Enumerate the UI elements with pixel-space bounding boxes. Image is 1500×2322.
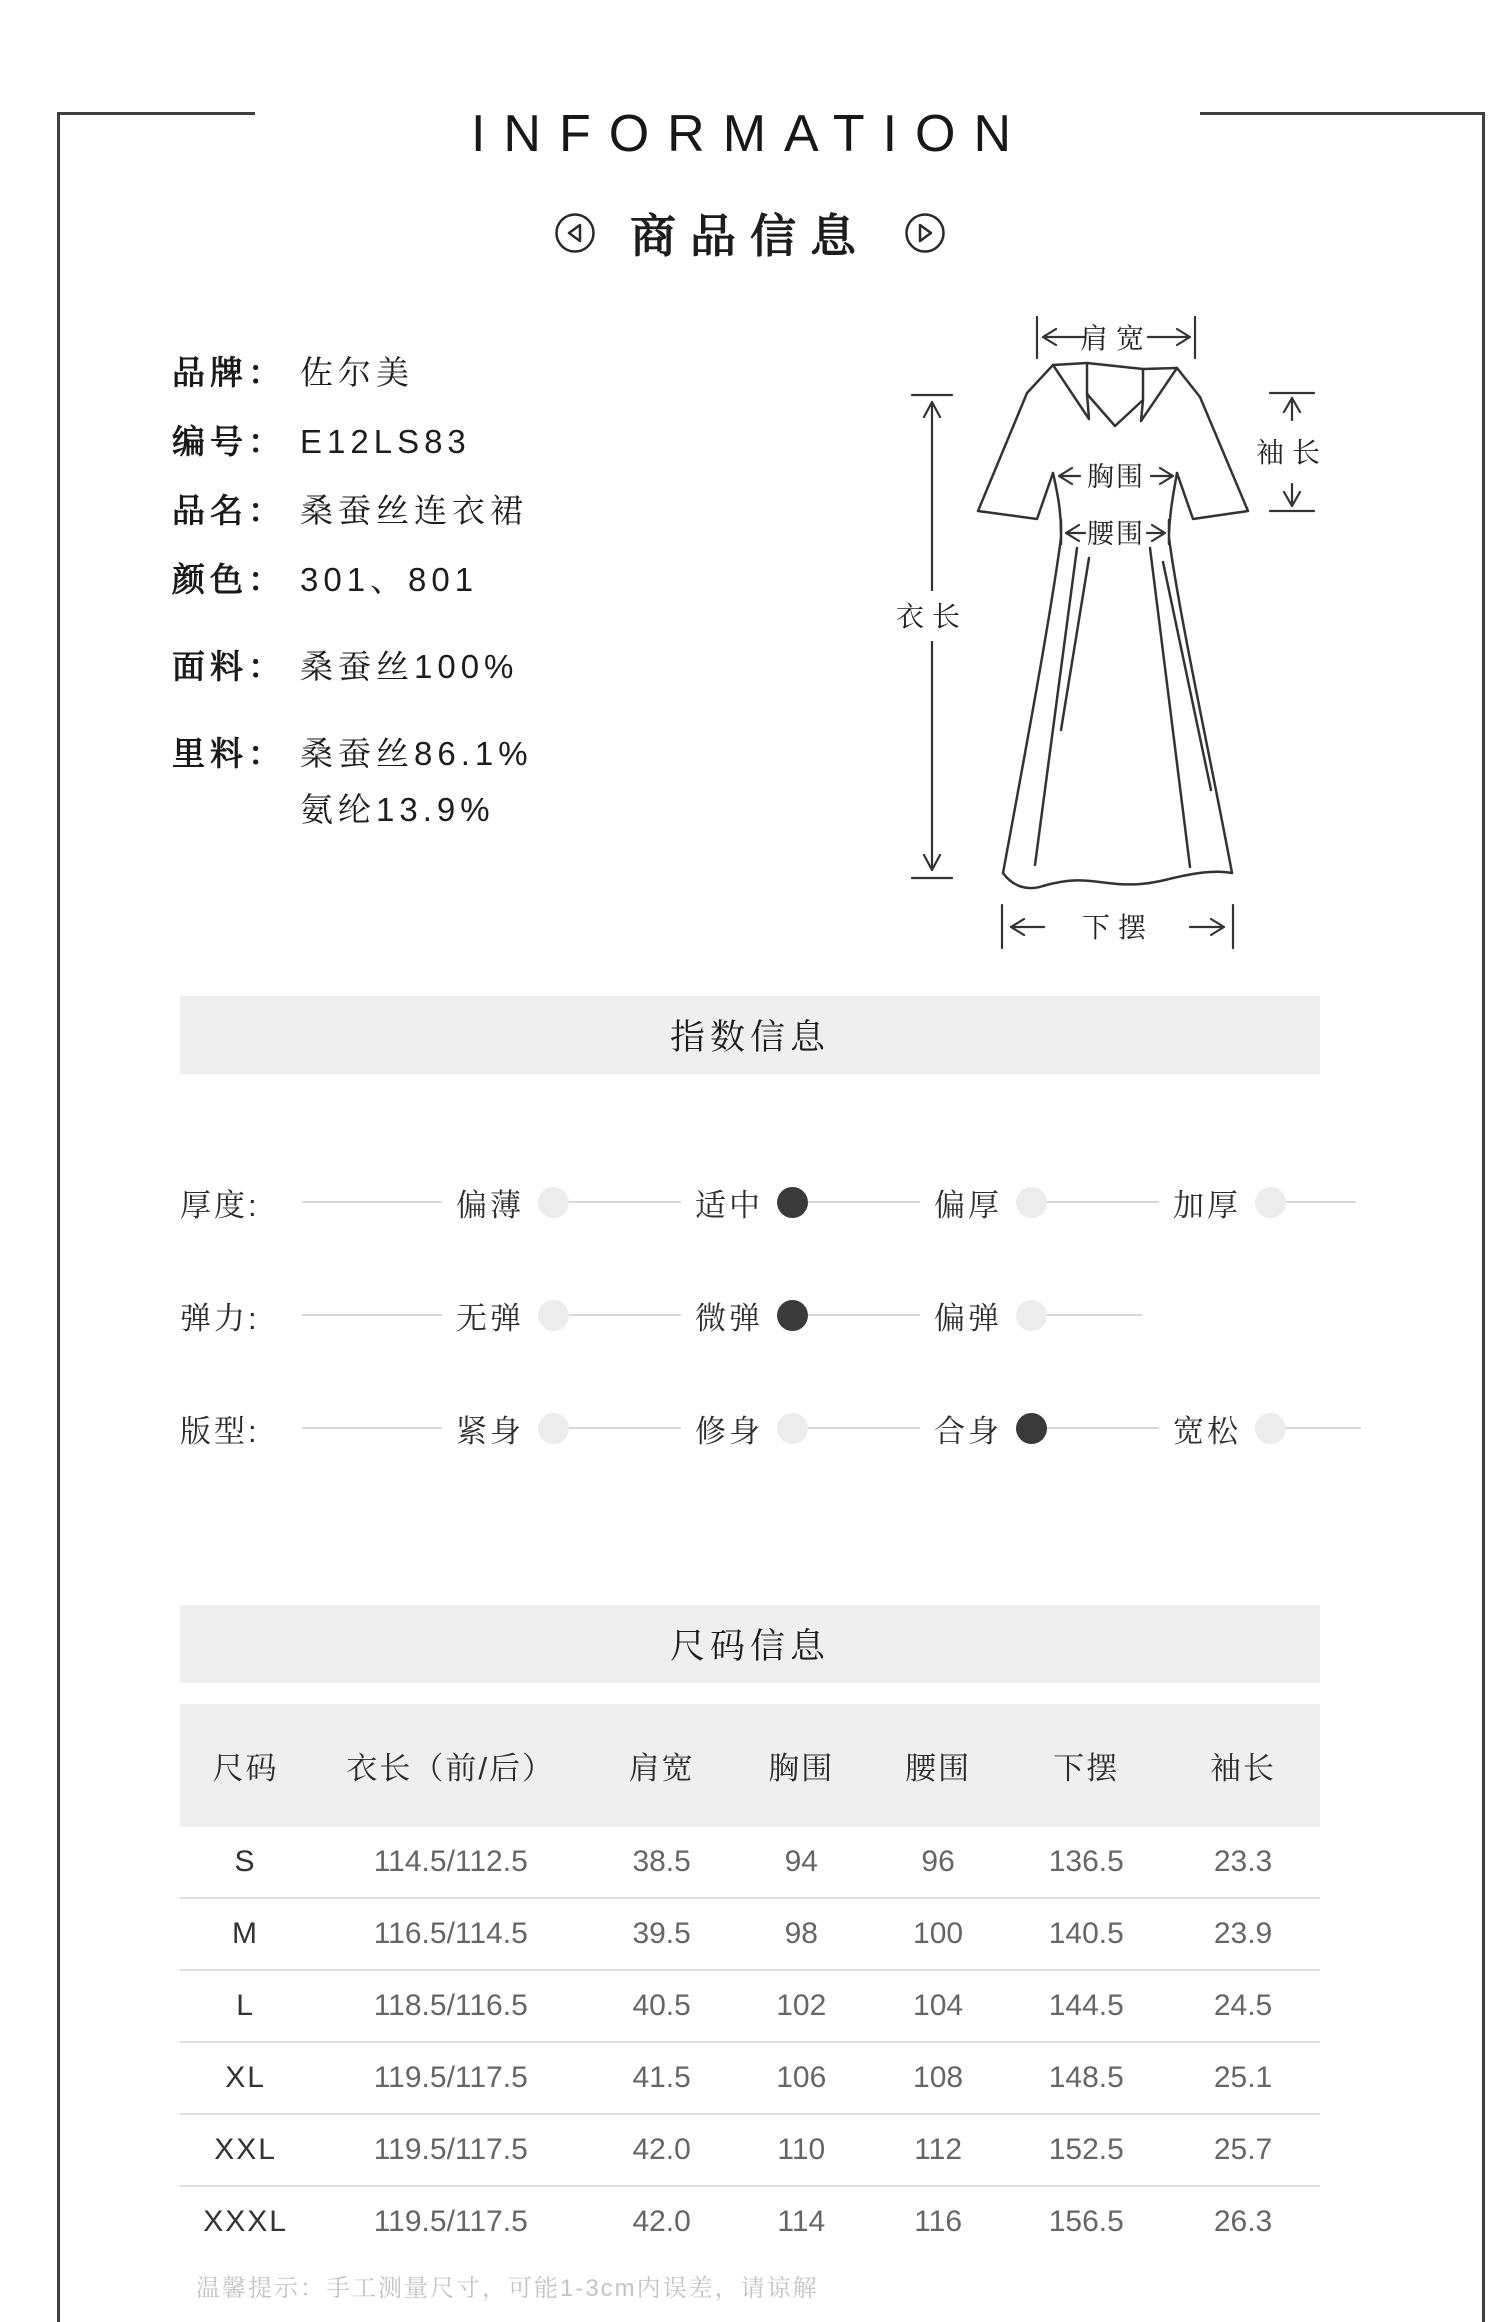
field-value: 桑蚕丝连衣裙 xyxy=(300,492,528,529)
option-dot-unselected xyxy=(1016,1300,1047,1331)
scale-line xyxy=(808,1427,920,1429)
option-dot-unselected xyxy=(1016,1187,1047,1218)
index-option: 偏厚 xyxy=(920,1180,1047,1225)
option-dot-selected xyxy=(777,1187,808,1218)
scale-line xyxy=(808,1201,920,1203)
scale-line xyxy=(569,1314,681,1316)
index-option: 宽松 xyxy=(1159,1406,1286,1451)
index-option: 偏薄 xyxy=(442,1180,569,1225)
field-product-name xyxy=(172,490,732,532)
col-header-bust: 胸围 xyxy=(768,1751,835,1786)
index-row-thickness xyxy=(180,1167,1320,1237)
field-label: 面料： xyxy=(172,648,286,685)
field-value: 桑蚕丝100% xyxy=(300,648,519,685)
page-subtitle xyxy=(0,200,1500,266)
diagram-label-sleeve: 袖长 xyxy=(1255,437,1329,468)
field-label: 品名： xyxy=(172,492,286,529)
index-option: 偏弹 xyxy=(920,1293,1047,1338)
table-row-s: S 114.5/112.5 38.5 94 96 136.5 23.3 xyxy=(180,1827,1320,1899)
scale-line xyxy=(1286,1427,1361,1429)
scale-line xyxy=(302,1314,442,1316)
scale-line xyxy=(302,1201,442,1203)
index-option: 适中 xyxy=(681,1180,808,1225)
option-dot-selected xyxy=(777,1300,808,1331)
option-dot-unselected xyxy=(538,1413,569,1444)
prev-arrow-icon xyxy=(554,212,596,254)
lining-line1: 桑蚕丝86.1% xyxy=(300,735,533,772)
index-row-fit xyxy=(180,1393,1320,1463)
size-table xyxy=(180,1704,1320,2257)
diagram-label-bust: 胸围 xyxy=(1087,462,1145,492)
scale-line xyxy=(569,1427,681,1429)
index-row-label: 厚度: xyxy=(180,1187,260,1223)
table-row-xl: XL 119.5/117.5 41.5 106 108 148.5 25.1 xyxy=(180,2043,1320,2115)
dress-measurement-diagram xyxy=(880,290,1350,950)
option-dot-unselected xyxy=(538,1300,569,1331)
field-color xyxy=(172,559,732,601)
diagram-label-hem: 下摆 xyxy=(1081,912,1155,943)
table-row-xxxl: XXXL 119.5/117.5 42.0 114 116 156.5 26.3 xyxy=(203,2205,1273,2238)
field-label: 颜色： xyxy=(172,561,286,598)
index-option: 紧身 xyxy=(442,1406,569,1451)
product-details xyxy=(172,352,732,858)
col-header-size: 尺码 xyxy=(212,1751,279,1786)
index-row-label: 弹力: xyxy=(180,1300,260,1336)
subtitle-text: 商品信息 xyxy=(630,209,870,263)
option-dot-unselected xyxy=(1255,1187,1286,1218)
scale-line xyxy=(302,1427,442,1429)
table-row-xxl: XXL 119.5/117.5 42.0 110 112 152.5 25.7 xyxy=(180,2115,1320,2187)
field-item-number xyxy=(172,421,732,463)
col-header-length: 衣长（前/后） xyxy=(346,1751,556,1786)
scale-line xyxy=(1286,1201,1356,1203)
option-dot-unselected xyxy=(1255,1413,1286,1444)
index-option: 微弹 xyxy=(681,1293,808,1338)
field-brand xyxy=(172,352,732,394)
option-dot-unselected xyxy=(538,1187,569,1218)
field-label: 品牌： xyxy=(172,354,286,391)
option-dot-unselected xyxy=(777,1413,808,1444)
field-value: 佐尔美 xyxy=(300,354,414,391)
diagram-label-length: 衣长 xyxy=(895,601,969,632)
next-arrow-icon xyxy=(904,212,946,254)
col-header-sleeve: 袖长 xyxy=(1210,1751,1277,1786)
field-value xyxy=(300,733,533,831)
table-row-m: M 116.5/114.5 39.5 98 100 140.5 23.9 xyxy=(180,1899,1320,1971)
index-option: 无弹 xyxy=(442,1293,569,1338)
field-lining xyxy=(172,733,732,831)
size-info-banner: 尺码信息 xyxy=(180,1605,1320,1683)
diagram-label-waist: 腰围 xyxy=(1087,519,1145,549)
page-title: INFORMATION xyxy=(470,105,1030,163)
index-row-elasticity xyxy=(180,1280,1320,1350)
index-row-label: 版型: xyxy=(180,1413,260,1449)
col-header-shoulder: 肩宽 xyxy=(628,1751,695,1786)
index-info-banner: 指数信息 xyxy=(180,996,1320,1074)
col-header-hem: 下摆 xyxy=(1053,1751,1120,1786)
table-row-l: L 118.5/116.5 40.5 102 104 144.5 24.5 xyxy=(180,1971,1320,2043)
field-value: 301、801 xyxy=(300,561,479,598)
measurement-disclaimer: 温馨提示：手工测量尺寸，可能1-3cm内误差，请谅解 xyxy=(196,2275,819,2302)
index-option: 修身 xyxy=(681,1406,808,1451)
index-option: 合身 xyxy=(920,1406,1047,1451)
field-fabric xyxy=(172,646,732,688)
scale-line xyxy=(569,1201,681,1203)
diagram-label-shoulder: 肩宽 xyxy=(1079,323,1153,354)
field-value: E12LS83 xyxy=(300,423,471,460)
field-label: 里料： xyxy=(172,735,286,772)
scale-line xyxy=(1047,1314,1142,1316)
scale-line xyxy=(1047,1427,1159,1429)
col-header-waist: 腰围 xyxy=(905,1751,972,1786)
scale-line xyxy=(808,1314,920,1316)
scale-line xyxy=(1047,1201,1159,1203)
lining-line2: 氨纶13.9% xyxy=(300,791,495,828)
size-table-header xyxy=(180,1704,1320,1827)
field-label: 编号： xyxy=(172,423,286,460)
option-dot-selected xyxy=(1016,1413,1047,1444)
index-option: 加厚 xyxy=(1159,1180,1286,1225)
